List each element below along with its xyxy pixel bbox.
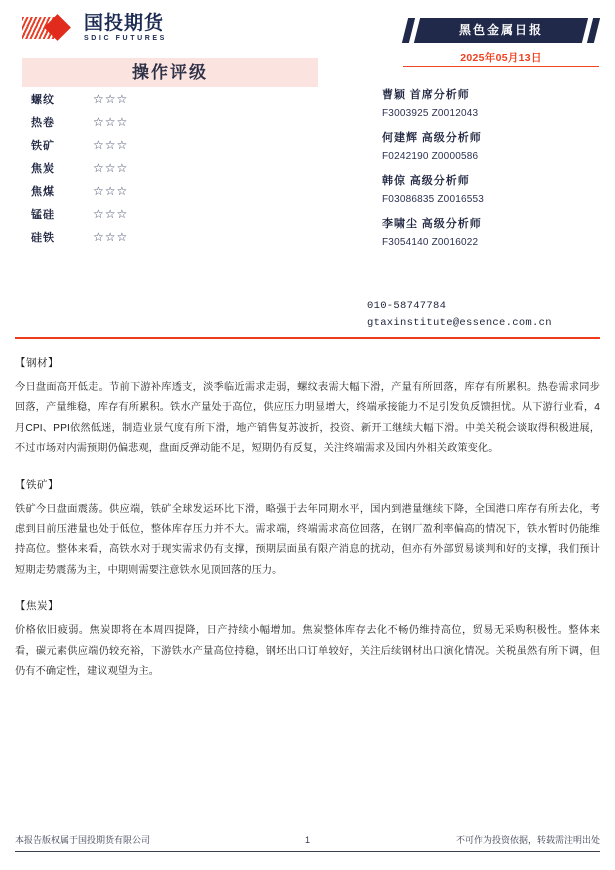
header-divider (15, 337, 600, 339)
rating-commodity-name: 焦煤 (31, 185, 55, 198)
analyst-name: 韩倞 高级分析师 (382, 175, 470, 187)
report-header (0, 0, 615, 340)
analyst-license: F03086835 Z0016553 (382, 194, 485, 205)
report-body (15, 355, 600, 699)
analyst-list (382, 86, 597, 258)
page-footer (15, 833, 600, 846)
contact-phone: 010-58747784 (367, 300, 447, 312)
contact-email[interactable]: gtaxinstitute@essence.com.cn (367, 317, 552, 329)
company-logo (22, 14, 167, 42)
list-item (382, 215, 597, 248)
section-title: 【焦炭】 (15, 600, 59, 613)
section-steel (15, 355, 600, 460)
table-row (22, 225, 318, 248)
analyst-name: 曹颖 首席分析师 (382, 89, 470, 101)
section-paragraph: 价格依旧疲弱。焦炭即将在本周四提降，日产持续小幅增加。焦炭整体库存去化不畅仍维持高位，贸易无采购积极性。整体来看，碳元素供应端仍较充裕，下游铁水产量高位持稳，钢坯出口订单较好，关注后续钢材出口演化情况。关税虽然有所下调，但仍有不确定性，建议观望为主。 (15, 625, 600, 678)
logo-wordmark (84, 14, 167, 42)
footer-copyright: 本报告版权属于国投期货有限公司 (15, 835, 151, 845)
operation-rating-table (22, 58, 318, 248)
rating-commodity-name: 焦炭 (31, 162, 55, 175)
table-row (22, 156, 318, 179)
date-underline (403, 66, 599, 67)
rating-commodity-name: 铁矿 (31, 139, 55, 152)
rating-commodity-name: 锰硅 (31, 208, 55, 221)
analyst-license: F0242190 Z0000586 (382, 151, 479, 162)
analyst-license: F3054140 Z0016022 (382, 237, 479, 248)
analyst-name: 何建辉 高级分析师 (382, 132, 482, 144)
list-item (382, 129, 597, 162)
rating-stars-icon: ☆☆☆ (93, 183, 129, 198)
rating-stars-icon: ☆☆☆ (93, 137, 129, 152)
report-date: 2025年05月13日 (460, 52, 542, 64)
contact-block (367, 300, 597, 334)
rating-table-title: 操作评级 (22, 58, 318, 87)
section-coke (15, 598, 600, 682)
sdic-diamond-stripes-logo (22, 15, 78, 41)
rating-stars-icon: ☆☆☆ (93, 160, 129, 175)
table-row (22, 87, 318, 110)
report-title-banner (405, 18, 597, 43)
footer-disclaimer: 不可作为投资依据，转载需注明出处 (455, 835, 600, 845)
table-row (22, 179, 318, 202)
section-paragraph: 今日盘面高开低走。节前下游补库透支，淡季临近需求走弱，螺纹表需大幅下滑，产量有所回落，库存有所累积。热卷需求同步回落，产量维稳，库存有所累积。铁水产量处于高位，供应压力明显增大，终端承接能力不足引发负反馈担忧。从下游行业看，4月CPI、PPI依然低迷，制造业景气度有所下滑，地产销售复苏波折，投资、新开工继续大幅下滑。中美关税会谈取得积极进展，不过市场对内需预期仍偏悲观，盘面反弹动能不足，短期仍有反复，关注终端需求及国内外相关政策变化。 (15, 382, 600, 455)
section-paragraph: 铁矿今日盘面震荡。供应端，铁矿全球发运环比下滑，略强于去年同期水平，国内到港量继续下降，全国港口库存有所去化，考虑到目前压港量也处于低位，整体库存压力并不大。需求端，终端需求高位回落，在钢厂盈利率偏高的情况下，铁水暂时仍能维持高位。整体来看，高铁水对于现实需求仍有支撑，预期层面虽有限产消息的扰动，但亦有外部贸易谈判和好的支撑，我们预计短期走势震荡为主，中期则需要注意铁水见顶回落的压力。 (15, 503, 600, 576)
logo-name-cn: 国投期货 (84, 13, 165, 34)
section-title: 【铁矿】 (15, 478, 59, 491)
rating-stars-icon: ☆☆☆ (93, 114, 129, 129)
rating-stars-icon: ☆☆☆ (93, 206, 129, 221)
section-title: 【钢材】 (15, 357, 59, 369)
page-title: 黑色金属日报 (458, 23, 543, 37)
rating-commodity-name: 硅铁 (31, 231, 55, 244)
table-row (22, 110, 318, 133)
logo-name-en: SDIC FUTURES (84, 35, 167, 42)
rating-stars-icon: ☆☆☆ (93, 229, 129, 244)
rating-commodity-name: 螺纹 (31, 93, 55, 106)
list-item (382, 86, 597, 119)
list-item (382, 172, 597, 205)
table-row (22, 202, 318, 225)
analyst-license: F3003925 Z0012043 (382, 108, 479, 119)
rating-stars-icon: ☆☆☆ (93, 91, 129, 106)
footer-divider (15, 851, 600, 852)
section-iron-ore (15, 477, 600, 582)
rating-commodity-name: 热卷 (31, 116, 55, 129)
analyst-name: 李啸尘 高级分析师 (382, 218, 482, 230)
table-row (22, 133, 318, 156)
page-number: 1 (304, 834, 310, 845)
